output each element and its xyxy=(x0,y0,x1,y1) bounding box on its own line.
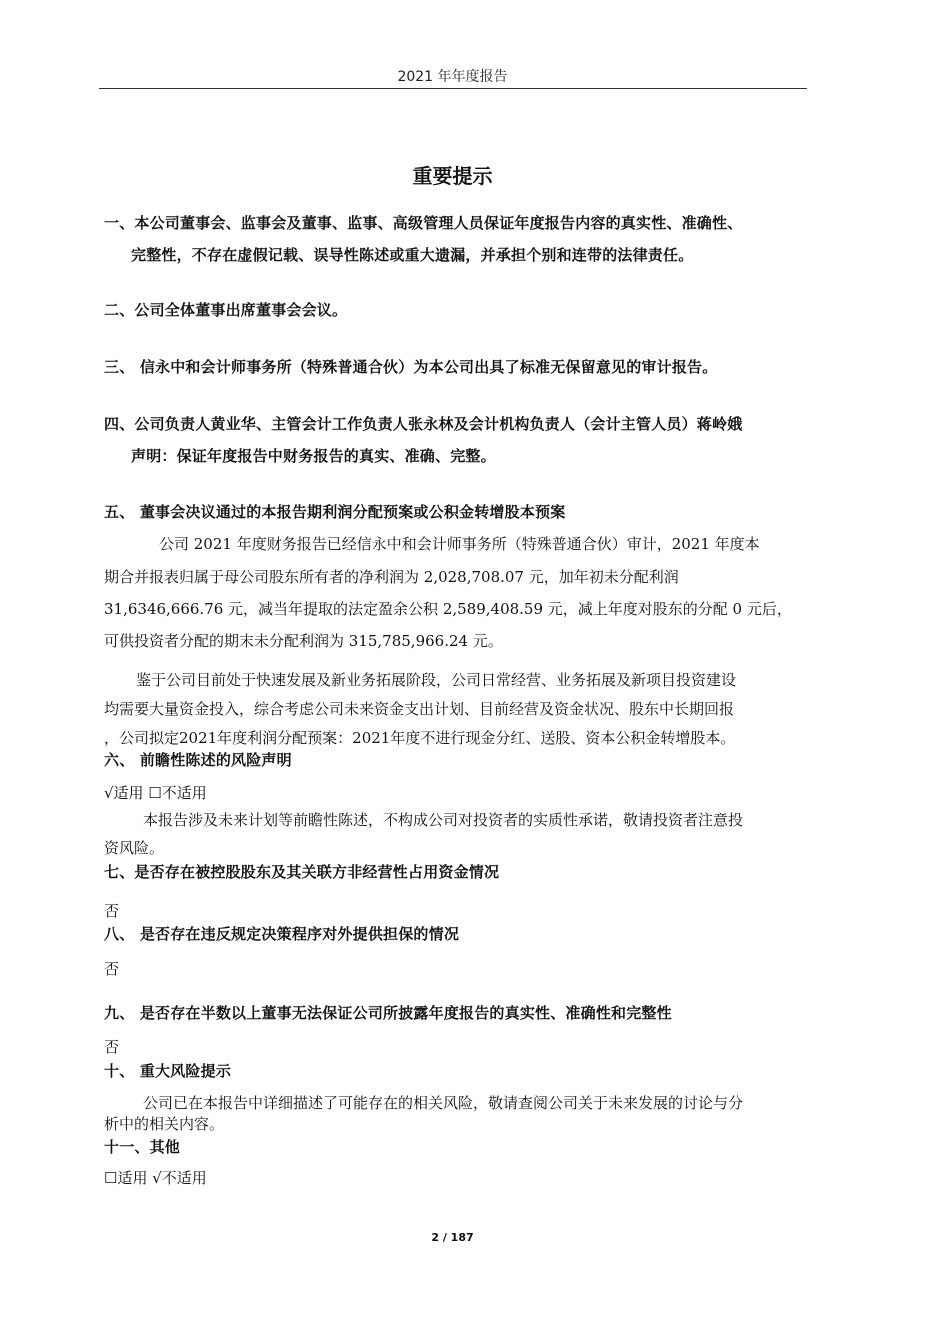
item-9-heading: 九、 是否存在半数以上董事无法保证公司所披露年度报告的真实性、准确性和完整性 xyxy=(104,1004,672,1022)
item-10-heading: 十、 重大风险提示 xyxy=(104,1062,232,1080)
item-4-line-2: 声明：保证年度报告中财务报告的真实、准确、完整。 xyxy=(131,447,496,465)
item-5-heading: 五、 董事会决议通过的本报告期利润分配预案或公积金转增股本预案 xyxy=(104,503,566,521)
header-rule xyxy=(99,88,807,89)
item-5-para-1-line-4: 可供投资者分配的期末未分配利润为 315,785,966.24 元。 xyxy=(104,632,503,650)
item-10-para-line-1: 公司已在本报告中详细描述了可能存在的相关风险，敬请查阅公司关于未来发展的讨论与分 xyxy=(143,1094,744,1112)
item-11-heading: 十一、其他 xyxy=(104,1138,181,1156)
item-5-para-2-line-1: 鉴于公司目前处于快速发展及新业务拓展阶段，公司日常经营、业务拓展及新项目投资建设 xyxy=(136,671,737,689)
item-10-para-line-2: 析中的相关内容。 xyxy=(104,1115,225,1133)
item-8-heading: 八、 是否存在违反规定决策程序对外提供担保的情况 xyxy=(104,925,460,943)
item-5-para-2-line-3: ，公司拟定2021年度利润分配预案：2021年度不进行现金分红、送股、资本公积金转增股本。 xyxy=(104,729,736,747)
item-6-heading: 六、 前瞻性陈述的风险声明 xyxy=(104,751,292,769)
item-5-para-1-line-3: 31,6346,666.76 元，减当年提取的法定盈余公积 2,589,408.59 元，减上年度对股东的分配 0 元后， xyxy=(104,600,792,618)
item-5-para-2-line-2: 均需要大量资金投入，综合考虑公司未来资金支出计划、目前经营及资金状况、股东中长期回报 xyxy=(104,700,735,718)
item-11-checkbox: ☐适用 √不适用 xyxy=(104,1169,207,1187)
item-1-line-1: 一、本公司董事会、监事会及董事、监事、高级管理人员保证年度报告内容的真实性、准确性、 xyxy=(104,214,743,232)
item-6-checkbox: √适用 ☐不适用 xyxy=(104,784,207,802)
item-2: 二、公司全体董事出席董事会会议。 xyxy=(104,301,348,319)
item-5-para-1-line-1: 公司 2021 年度财务报告已经信永中和会计师事务所（特殊普通合伙）审计，2021 年度本 xyxy=(159,535,760,553)
running-header: 2021 年年度报告 xyxy=(397,69,508,85)
item-5-para-1-line-2: 期合并报表归属于母公司股东所有者的净利润为 2,028,708.07 元，加年初未分配利润 xyxy=(104,568,679,586)
page-title: 重要提示 xyxy=(412,164,493,188)
item-6-para-line-2: 资风险。 xyxy=(104,839,165,857)
item-7-heading: 七、是否存在被控股股东及其关联方非经营性占用资金情况 xyxy=(104,863,500,881)
item-7-answer: 否 xyxy=(104,902,120,920)
item-3: 三、 信永中和会计师事务所（特殊普通合伙）为本公司出具了标准无保留意见的审计报告。 xyxy=(104,358,718,376)
item-8-answer: 否 xyxy=(104,960,120,978)
item-1-line-2: 完整性，不存在虚假记载、误导性陈述或重大遗漏，并承担个别和连带的法律责任。 xyxy=(131,246,694,264)
item-6-para-line-1: 本报告涉及未来计划等前瞻性陈述，不构成公司对投资者的实质性承诺，敬请投资者注意投 xyxy=(143,811,744,829)
page-number: 2 / 187 xyxy=(431,1231,474,1244)
item-4-line-1: 四、公司负责人黄业华、主管会计工作负责人张永林及会计机构负责人（会计主管人员）蒋岭娥 xyxy=(104,415,743,433)
item-9-answer: 否 xyxy=(104,1038,120,1056)
